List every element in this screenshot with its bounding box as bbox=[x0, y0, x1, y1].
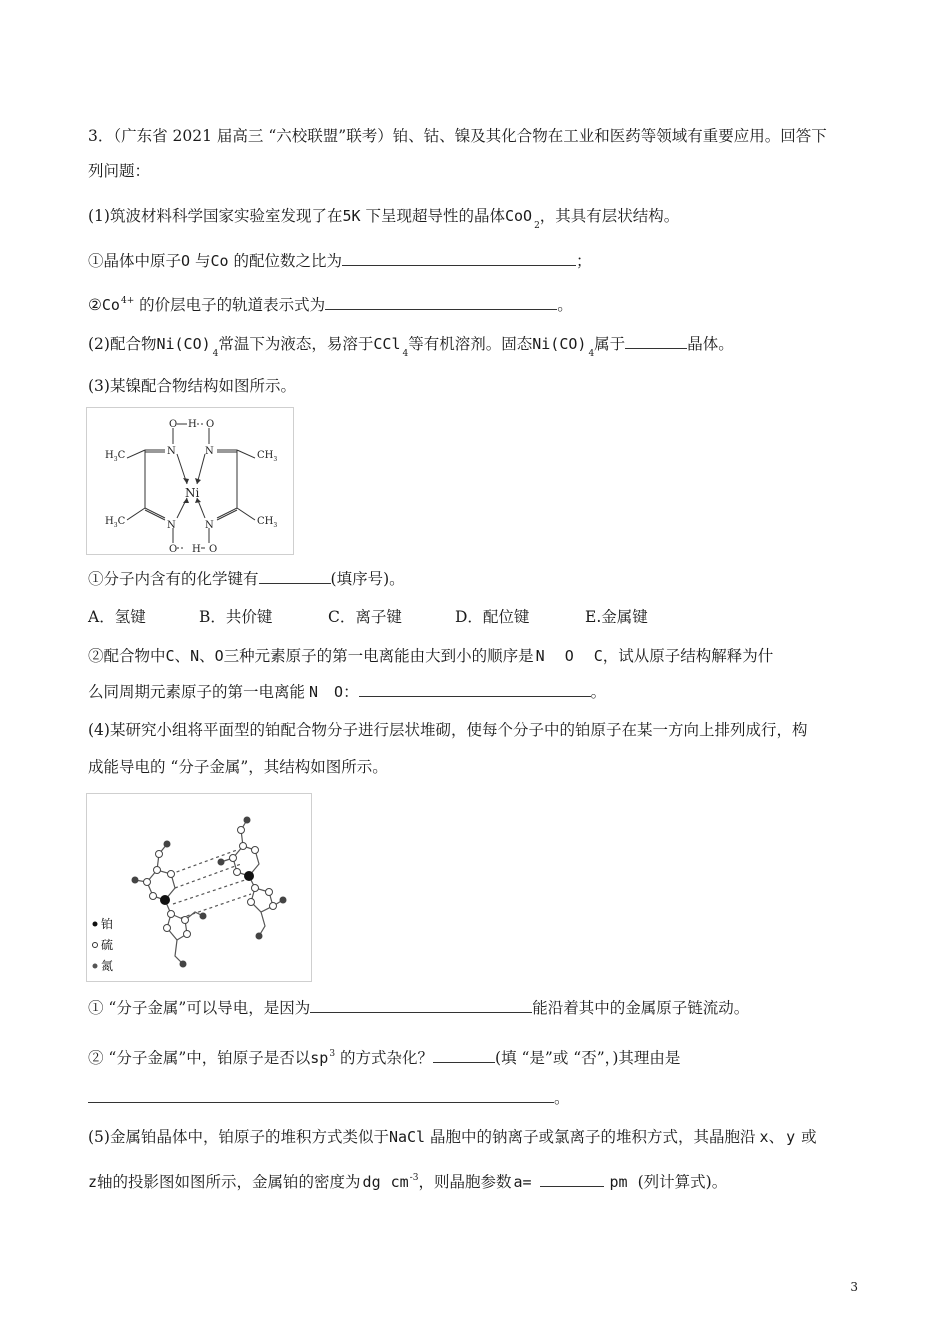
part4-statement-line1: (4)某研究小组将平面型的铂配合物分子进行层状堆砌，使每个分子中的铂原子在某一方向上排列成行，构 bbox=[88, 721, 808, 739]
part4-reason-blank-line: 。 bbox=[88, 1088, 570, 1108]
platinum-atom bbox=[160, 895, 170, 905]
options-row bbox=[88, 607, 648, 627]
option-b[interactable]: B．共价键 bbox=[199, 608, 273, 626]
methyl-label: $H_3C$ bbox=[105, 450, 126, 463]
page-number: 3 bbox=[850, 1280, 858, 1294]
answer-blank[interactable] bbox=[310, 998, 532, 1013]
part3-statement: (3)某镍配合物结构如图所示。 bbox=[88, 377, 296, 395]
legend-platinum: 铂 bbox=[101, 917, 114, 931]
legend-nitrogen: 氮 bbox=[101, 959, 114, 973]
option-a[interactable]: A．氢键 bbox=[88, 608, 146, 626]
platinum-atom bbox=[244, 871, 254, 881]
question-intro-line2: 列问题： bbox=[88, 162, 151, 180]
nickel-label: Ni bbox=[185, 486, 200, 500]
oxygen-label: O bbox=[209, 544, 218, 554]
part3-question-ii-line2: 么同周期元素原子的第一电离能 N O： 。 bbox=[88, 683, 607, 701]
answer-blank[interactable] bbox=[433, 1048, 495, 1063]
part1-question-ii: $②Co^{4+}$ 的价层电子的轨道表示式为 。 bbox=[88, 296, 573, 314]
nickel-complex-diagram bbox=[87, 408, 293, 554]
methyl-label: $CH_3$ bbox=[257, 516, 278, 529]
answer-blank[interactable] bbox=[359, 682, 591, 697]
answer-blank[interactable] bbox=[625, 334, 687, 349]
hydrogen-label: H bbox=[188, 419, 197, 430]
question-intro-line1: 3．（广东省 2021 届高三 “六校联盟”联考）铂、钴、镍及其化合物在工业和医药等领域有重要应用。回答下 bbox=[88, 127, 827, 145]
methyl-label: $CH_3$ bbox=[257, 450, 278, 463]
part5-statement-line1: (5)金属铂晶体中，铂原子的堆积方式类似于NaCl 晶胞中的钠离子或氯离子的堆积方式，其晶胞沿 x、 y 或 bbox=[88, 1128, 817, 1146]
figure-legend bbox=[93, 917, 114, 973]
option-c[interactable]: C．离子键 bbox=[328, 608, 402, 626]
answer-blank[interactable] bbox=[342, 251, 576, 266]
nitrogen-label: N bbox=[205, 520, 214, 531]
part3-question-i: ①分子内含有的化学键有 (填序号)。 bbox=[88, 570, 405, 588]
answer-blank[interactable] bbox=[540, 1172, 604, 1187]
part4-question-i: ① “分子金属”可以导电，是因为 能沿着其中的金属原子链流动。 bbox=[88, 999, 750, 1017]
oxygen-label: O bbox=[206, 419, 215, 430]
hydrogen-label: H bbox=[192, 544, 201, 554]
part2-question: (2)配合物$Ni(CO)_4$常温下为液态，易溶于CCl$_4$等有机溶剂。固态$Ni(CO)_4$属于 晶体。 bbox=[88, 335, 734, 359]
methyl-label: $H_3C$ bbox=[105, 516, 126, 529]
answer-blank[interactable] bbox=[259, 569, 331, 584]
answer-blank[interactable] bbox=[88, 1088, 554, 1103]
part1-statement: (1)筑波材料科学国家实验室发现了在5K 下呈现超导性的晶体CoO$_2$，其具有层状结构。 bbox=[88, 207, 680, 231]
part1-question-i: ①晶体中原子O 与Co 的配位数之比为 ； bbox=[88, 252, 592, 270]
nitrogen-label: N bbox=[167, 520, 176, 531]
nitrogen-label: N bbox=[167, 446, 176, 457]
part4-statement-line2: 成能导电的 “分子金属”，其结构如图所示。 bbox=[88, 758, 388, 776]
part4-question-ii: ② “分子金属”中，铂原子是否以$sp^3$ 的方式杂化？ (填 “是”或 “否”，)其理由是 bbox=[88, 1049, 681, 1067]
nitrogen-label: N bbox=[205, 446, 214, 457]
part3-question-ii-line1: ②配合物中C、N、O三种元素原子的第一电离能由大到小的顺序是 N O C，试从原子结构解释为什 bbox=[88, 647, 774, 665]
part5-statement-line2: z轴的投影图如图所示，金属铂的密度为 dg $cm^{-3}$，则晶胞参数 a= pm (列计算式)。 bbox=[88, 1173, 728, 1191]
molecular-metal-diagram bbox=[87, 794, 311, 981]
oxygen-label: O bbox=[169, 419, 178, 430]
molecular-metal-figure bbox=[86, 793, 312, 982]
option-e[interactable]: E.金属键 bbox=[585, 608, 648, 626]
answer-blank[interactable] bbox=[325, 295, 557, 310]
oxygen-label: O bbox=[169, 544, 178, 554]
nickel-complex-structure-figure bbox=[86, 407, 294, 555]
option-d[interactable]: D．配位键 bbox=[455, 608, 530, 626]
legend-sulfur: 硫 bbox=[101, 938, 114, 952]
